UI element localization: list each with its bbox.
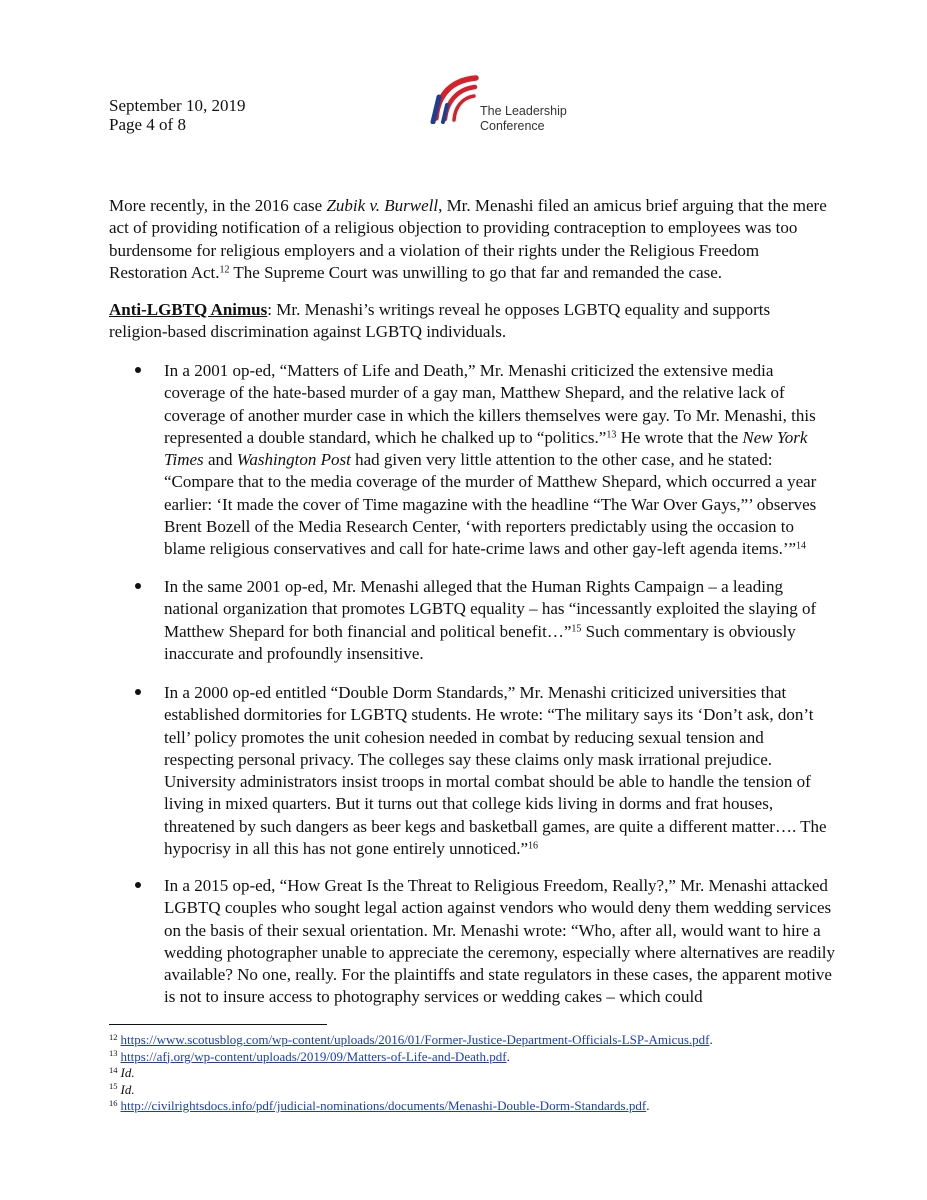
- intro-text-2: , Mr. Menashi filed an amicus brief arguing that the mere act of providing notification of a religious objection to providing contraception to employees was too burdensome for religious employers and a violation of their rights under the Religious Freedom Restoration Act.: [109, 196, 827, 282]
- footnote-ref-16[interactable]: 16: [528, 840, 539, 852]
- list-item-text: [164, 875, 836, 1009]
- footnote-15: [109, 1082, 849, 1099]
- bullet-1-text-1: In a 2001 op-ed, “Matters of Life and Death,” Mr. Menashi criticized the extensive media coverage of the hate-based murder of a gay man, Matthew Shepard, and the relative lack of coverage of another murder case in which the killers themselves were gay. To Mr. Menashi, this represented a double standard, which he chalked up to “politics.”: [164, 361, 816, 447]
- bullet-1-text-4: had given very little attention to the other case, and he stated: “Compare that to the media coverage of the murder of Matthew Shepard, which occurred a year earlier: ‘It made the cover of Time magazine with the headline “The War Over Gays,”’ observes Brent Bozell of the Media Research Center, ‘with reporters predictably using the occasion to blame religious conservatives and call for hate-crime laws and other gay-left agenda items.’”: [164, 450, 817, 559]
- footnote-ref-15[interactable]: 15: [571, 623, 582, 635]
- footnote-text: Id.: [120, 1081, 135, 1097]
- header-page-number: Page 4 of 8: [109, 115, 186, 134]
- arches-logo-icon: [430, 72, 480, 124]
- footnote-13: [109, 1049, 849, 1066]
- case-name: Zubik v. Burwell: [326, 196, 439, 215]
- footnote-number: 12: [109, 1031, 118, 1042]
- publication-wapo: Washington Post: [236, 450, 351, 470]
- footnote-link[interactable]: https://www.scotusblog.com/wp-content/uploads/2016/01/Former-Justice-Department-Officials-LSP-Amicus.pdf: [120, 1032, 710, 1047]
- logo-line-2: Conference: [480, 119, 545, 133]
- bullet-2-text-2: Such commentary is obviously inaccurate and profoundly insensitive.: [164, 621, 796, 663]
- section-heading: Anti-LGBTQ Animus: [109, 300, 268, 319]
- bullet-icon: [135, 367, 141, 373]
- footnote-period: .: [646, 1098, 650, 1113]
- bullet-1-text-3: and: [203, 450, 237, 470]
- footnotes: [109, 1032, 849, 1115]
- intro-text-3: The Supreme Court was unwilling to go that far and remanded the case.: [229, 262, 723, 282]
- footnote-period: .: [709, 1032, 713, 1047]
- list-item-text: [164, 576, 836, 665]
- logo-wordmark: [480, 104, 567, 134]
- footnote-period: .: [506, 1048, 510, 1064]
- footnote-16: [109, 1098, 849, 1115]
- footnote-divider: [109, 1024, 327, 1025]
- footnote-number: 13: [109, 1048, 118, 1059]
- footnote-12: [109, 1032, 849, 1049]
- bullet-icon: [135, 583, 141, 589]
- bullet-3-text-1: In a 2000 op-ed entitled “Double Dorm Standards,” Mr. Menashi criticized universities that established dormitories for LGBTQ students. He wrote: “The military says its ‘Don’t ask, don’t tell’ policy promotes the unit cohesion needed in combat by reducing sexual tension and respecting personal privacy. The colleges say these claims only mask irrational prejudice. University administrators insist troops in mortal combat should be able to handle the tension of living in mixed quarters. But it turns out that college kids living in dorms and frat houses, threatened by such dangers as beer kegs and basketball games, are quite a different matter…. The hypocrisy in all this has not gone entirely unnoticed.”: [164, 683, 827, 859]
- footnote-ref-12[interactable]: 12: [219, 264, 230, 276]
- footnote-ref-13[interactable]: 13: [606, 429, 617, 441]
- anti-lgbtq-paragraph: [109, 299, 829, 344]
- bullet-icon: [135, 882, 141, 888]
- footnote-link[interactable]: https://afj.org/wp-content/uploads/2019/09/Matters-of-Life-and-Death.pdf: [120, 1048, 507, 1064]
- bullet-2-text-1: In the same 2001 op-ed, Mr. Menashi alleged that the Human Rights Campaign – a leading national organization that promotes LGBTQ equality – has “incessantly exploited the slaying of Matthew Shepard for both financial and political benefit…”: [164, 577, 817, 641]
- heading-colon: :: [267, 300, 272, 319]
- footnote-text: Id.: [120, 1065, 135, 1080]
- list-item-text: [164, 360, 836, 561]
- footnote-ref-14[interactable]: 14: [796, 540, 807, 552]
- bullet-1-text-2: He wrote that the: [616, 427, 743, 447]
- footnote-number: 14: [109, 1064, 118, 1075]
- page-header: [109, 96, 245, 134]
- footnote-14: [109, 1065, 849, 1082]
- bullet-4-text-1: In a 2015 op-ed, “How Great Is the Threat to Religious Freedom, Really?,” Mr. Menashi attacked LGBTQ couples who sought legal action against vendors who would deny them wedding services on the basis of their sexual orientation. Mr. Menashi wrote: “Who, after all, would want to hire a wedding photographer unable to appreciate the ceremony, especially where alternatives are readily available? No one, really. For the plaintiffs and state regulators in these cases, the apparent motive is not to insure access to photography services or wedding cakes – which could: [164, 876, 836, 1007]
- publication-nyt: New York Times: [164, 427, 808, 470]
- logo-line-1: The Leadership: [480, 104, 567, 118]
- footnote-number: 15: [109, 1081, 118, 1092]
- leadership-conference-logo: [430, 72, 590, 132]
- header-date: September 10, 2019: [109, 96, 246, 115]
- list-item-text: [164, 682, 836, 860]
- anti-lgbtq-text: Mr. Menashi’s writings reveal he opposes LGBTQ equality and supports religion-based discrimination against LGBTQ individuals.: [109, 300, 771, 342]
- intro-paragraph: [109, 195, 829, 284]
- footnote-number: 16: [109, 1097, 118, 1108]
- bullet-icon: [135, 689, 141, 695]
- footnote-link[interactable]: http://civilrightsdocs.info/pdf/judicial-nominations/documents/Menashi-Double-Dorm-Standards.pdf: [120, 1098, 647, 1113]
- intro-text-1: More recently, in the 2016 case: [109, 196, 327, 215]
